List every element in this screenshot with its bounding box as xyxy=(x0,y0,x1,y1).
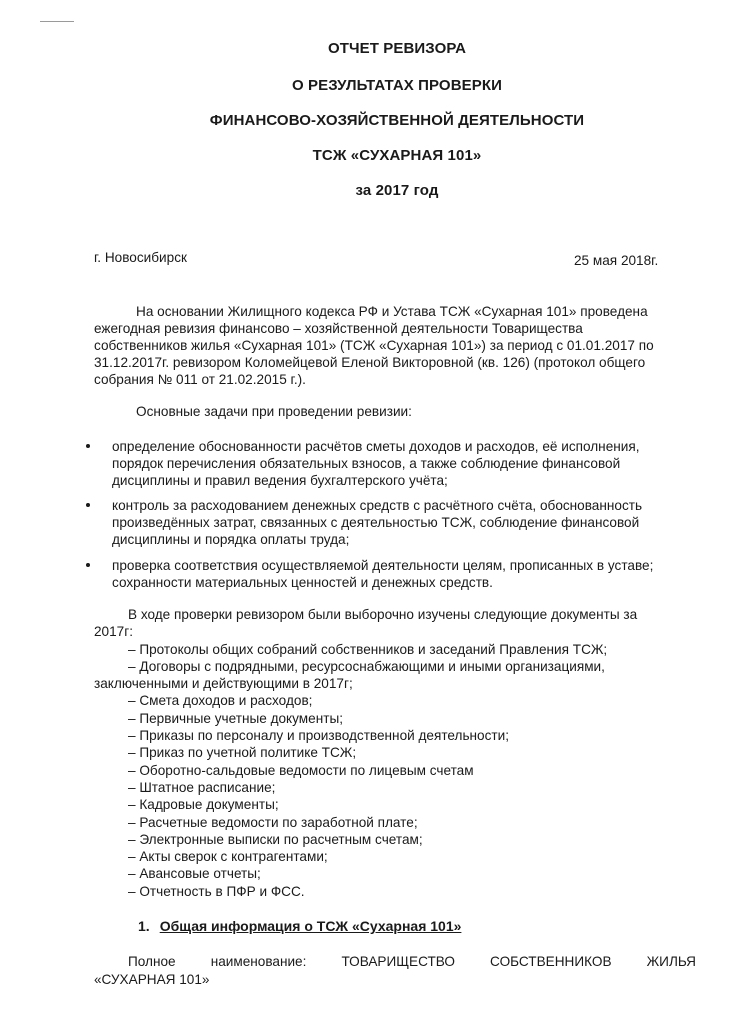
title-line-1: ОТЧЕТ РЕВИЗОРА xyxy=(327,40,467,57)
document-item: – Электронные выписки по расчетным счетам; xyxy=(128,831,423,847)
document-item: – Протоколы общих собраний собственников и заседаний Правления ТСЖ; xyxy=(128,641,608,657)
full-name-word: наименование: xyxy=(210,954,307,969)
document-item: – Договоры с подрядными, ресурсоснабжающими и иными организациями, заключенными и действующими в 2017г; xyxy=(94,658,605,692)
section-number: 1. xyxy=(138,918,150,934)
task-item-3 xyxy=(86,557,700,591)
document-item: – Авансовые отчеты; xyxy=(128,866,261,882)
city: г. Новосибирск xyxy=(94,250,187,265)
documents-list xyxy=(94,606,700,900)
intro-line: На основании Жилищного кодекса РФ и Устава ТСЖ «Сухарная 101» проведена xyxy=(136,304,648,319)
task-item-1 xyxy=(86,438,700,489)
task-item-text: проверка соответствия осуществляемой деятельности целям, прописанных в уставе; сохранности материальных ценностей и денежных средств. xyxy=(112,558,654,590)
document-item: – Кадровые документы; xyxy=(128,797,279,813)
intro-line: собственников жилья «Сухарная 101» (ТСЖ «Сухарная 101») за период с 01.01.2017 по xyxy=(94,338,654,353)
title-line-2: О РЕЗУЛЬТАТАХ ПРОВЕРКИ xyxy=(292,77,502,94)
documents-intro: В ходе проверки ревизором были выборочно изучены следующие документы за 2017г: xyxy=(94,607,638,640)
full-name-word: ТОВАРИЩЕСТВО xyxy=(341,954,455,969)
document-item: – Первичные учетные документы; xyxy=(128,710,343,726)
intro-line: ежегодная ревизия финансово – хозяйственной деятельности Товарищества xyxy=(94,321,583,336)
full-name-word: ЖИЛЬЯ xyxy=(646,954,696,969)
date: 25 мая 2018г. xyxy=(574,253,659,268)
title-line-5: за 2017 год xyxy=(355,182,439,199)
section-heading xyxy=(138,918,461,934)
title-line-4: ТСЖ «СУХАРНАЯ 101» xyxy=(312,147,482,164)
full-name-paragraph xyxy=(94,953,696,989)
section-title: Общая информация о ТСЖ «Сухарная 101» xyxy=(159,918,462,934)
scan-mark xyxy=(40,21,74,22)
document-item: – Штатное расписание; xyxy=(128,779,276,795)
document-item: – Оборотно-сальдовые ведомости по лицевым счетам xyxy=(128,762,474,778)
document-item: – Акты сверок с контрагентами; xyxy=(128,849,328,865)
bullet-dot xyxy=(86,563,90,567)
task-item-text: контроль за расходованием денежных средств с расчётного счёта, обоснованность произведённых затрат, связанных с деятельностью ТСЖ, соблюдение финансовой дисциплины и порядка оплаты труда; xyxy=(112,498,643,547)
intro-line: собрания № 011 от 21.02.2015 г.). xyxy=(94,372,306,387)
document-item: – Приказы по персоналу и производственной деятельности; xyxy=(128,728,510,744)
bullet-dot xyxy=(86,503,90,507)
intro-line: 31.12.2017г. ревизором Коломейцевой Еленой Викторовной (кв. 126) (протокол общего xyxy=(94,355,646,370)
full-name-word: СОБСТВЕННИКОВ xyxy=(490,954,612,969)
task-item-2 xyxy=(86,497,700,548)
document-item: – Смета доходов и расходов; xyxy=(128,693,313,709)
title-line-3: ФИНАНСОВО-ХОЗЯЙСТВЕННОЙ ДЕЯТЕЛЬНОСТИ xyxy=(209,112,585,129)
document-item: – Расчетные ведомости по заработной плате; xyxy=(128,814,418,830)
full-name-line-2: «СУХАРНАЯ 101» xyxy=(94,972,210,987)
document-item: – Приказ по учетной политике ТСЖ; xyxy=(128,745,357,761)
intro-paragraph xyxy=(94,303,698,388)
document-item: – Отчетность в ПФР и ФСС. xyxy=(128,883,305,899)
full-name-word: Полное xyxy=(128,954,176,969)
task-item-text: определение обоснованности расчётов сметы доходов и расходов, её исполнения, порядок перечисления обязательных взносов, а также соблюдение финансовой дисциплины и правил ведения бухгалтерского учёта; xyxy=(112,439,640,488)
bullet-dot xyxy=(86,444,90,448)
tasks-heading: Основные задачи при проведении ревизии: xyxy=(136,404,412,419)
